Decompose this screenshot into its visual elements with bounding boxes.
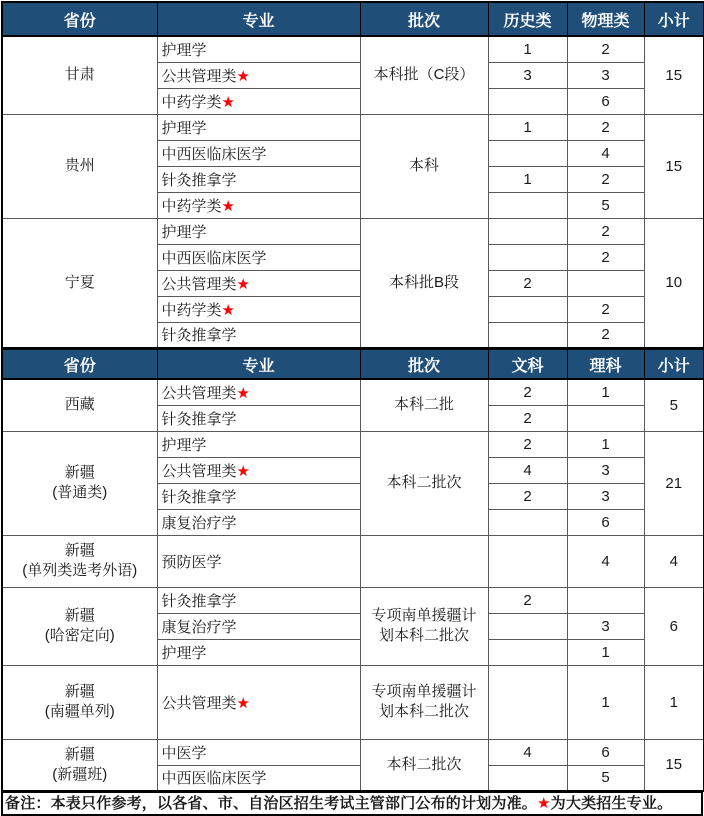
major-cell	[157, 765, 360, 791]
column-header: 专业	[157, 2, 360, 36]
province-name: 新疆	[64, 463, 95, 481]
star-icon: ★	[221, 93, 235, 111]
major-label: 护理学	[161, 223, 207, 241]
science-count-cell: 6	[567, 739, 644, 765]
major-label: 中西医临床医学	[161, 145, 267, 163]
column-header: 历史类	[488, 2, 567, 36]
major-label: 护理学	[161, 436, 207, 454]
province-cell	[2, 36, 157, 114]
major-label: 中药学类	[161, 301, 222, 319]
major-cell	[157, 322, 360, 348]
subtotal-cell: 1	[644, 665, 704, 739]
batch-cell: 本科	[360, 114, 488, 218]
column-header: 省份	[2, 2, 157, 36]
physics-count-cell: 2	[567, 36, 644, 62]
plan-table-section	[1, 348, 704, 792]
liberal-arts-count-cell	[488, 765, 567, 791]
major-label: 针灸推拿学	[161, 488, 237, 506]
province-name: 甘肃	[64, 66, 95, 84]
history-count-cell	[488, 322, 567, 348]
major-cell	[157, 431, 360, 457]
star-icon: ★	[236, 67, 250, 85]
science-count-cell: 3	[567, 457, 644, 483]
province-name: 西藏	[64, 396, 95, 414]
province-name: 贵州	[64, 156, 95, 174]
province-subtype: (哈密定向)	[44, 627, 115, 644]
major-cell	[157, 665, 360, 739]
major-cell	[157, 88, 360, 114]
subtotal-cell: 6	[644, 587, 704, 665]
footnote	[1, 791, 703, 816]
science-count-cell: 6	[567, 509, 644, 535]
province-cell	[2, 218, 157, 348]
column-header: 批次	[360, 2, 488, 36]
subtotal-cell: 4	[644, 535, 704, 587]
major-label: 中西医临床医学	[161, 249, 267, 267]
province-name: 新疆	[64, 682, 95, 700]
major-cell	[157, 62, 360, 88]
major-label: 护理学	[161, 644, 207, 662]
column-header: 小计	[644, 349, 704, 379]
admission-plan-table	[1, 1, 703, 792]
major-label: 公共管理类	[161, 384, 237, 402]
subtotal-cell: 10	[644, 218, 704, 348]
history-count-cell: 3	[488, 62, 567, 88]
history-count-cell: 1	[488, 114, 567, 140]
province-subtype: (新疆班)	[52, 765, 108, 783]
physics-count-cell: 6	[567, 88, 644, 114]
history-count-cell	[488, 296, 567, 322]
major-label: 中医学	[161, 744, 207, 762]
star-icon: ★	[537, 795, 551, 812]
plan-table-section	[1, 1, 704, 349]
major-label: 公共管理类	[161, 694, 237, 712]
major-label: 中西医临床医学	[161, 770, 267, 788]
liberal-arts-count-cell	[488, 613, 567, 639]
footnote-text: 备注：本表只作参考，以各省、市、自治区招生考试主管部门公布的计划为准。	[5, 795, 538, 812]
physics-count-cell: 5	[567, 192, 644, 218]
major-cell	[157, 457, 360, 483]
column-header: 小计	[644, 2, 704, 36]
science-count-cell: 4	[567, 535, 644, 587]
science-count-cell: 3	[567, 483, 644, 509]
major-cell	[157, 613, 360, 639]
major-label: 中药学类	[161, 93, 222, 111]
batch-cell: 本科批B段	[360, 218, 488, 348]
column-header: 物理类	[567, 2, 644, 36]
physics-count-cell: 3	[567, 62, 644, 88]
liberal-arts-count-cell: 2	[488, 431, 567, 457]
physics-count-cell: 4	[567, 140, 644, 166]
batch-cell: 本科二批	[360, 379, 488, 431]
major-cell	[157, 509, 360, 535]
major-label: 康复治疗学	[161, 618, 237, 636]
star-icon: ★	[221, 301, 235, 319]
star-icon: ★	[221, 197, 235, 215]
subtotal-cell: 21	[644, 431, 704, 535]
liberal-arts-count-cell	[488, 639, 567, 665]
major-cell	[157, 114, 360, 140]
history-count-cell: 2	[488, 270, 567, 296]
province-cell	[2, 665, 157, 739]
star-icon: ★	[236, 384, 250, 402]
physics-count-cell: 2	[567, 244, 644, 270]
major-label: 预防医学	[161, 553, 222, 571]
province-subtype: (单列类选考外语)	[22, 562, 138, 579]
major-cell	[157, 166, 360, 192]
science-count-cell: 3	[567, 613, 644, 639]
physics-count-cell	[567, 270, 644, 296]
star-icon: ★	[236, 462, 250, 480]
star-icon: ★	[236, 275, 250, 293]
history-count-cell	[488, 140, 567, 166]
major-cell	[157, 36, 360, 62]
physics-count-cell: 2	[567, 296, 644, 322]
major-cell	[157, 296, 360, 322]
history-count-cell	[488, 244, 567, 270]
science-count-cell	[567, 405, 644, 431]
province-name: 宁夏	[64, 273, 95, 291]
liberal-arts-count-cell: 2	[488, 587, 567, 613]
province-cell	[2, 379, 157, 431]
province-cell	[2, 114, 157, 218]
major-cell	[157, 244, 360, 270]
province-cell	[2, 431, 157, 535]
subtotal-cell: 15	[644, 114, 704, 218]
science-count-cell: 5	[567, 765, 644, 791]
major-label: 护理学	[161, 41, 207, 59]
province-cell	[2, 739, 157, 791]
major-label: 针灸推拿学	[161, 327, 237, 345]
major-label: 针灸推拿学	[161, 171, 237, 189]
batch-cell: 专项南单援疆计划本科二批次	[360, 665, 488, 739]
science-count-cell: 1	[567, 431, 644, 457]
science-count-cell	[567, 587, 644, 613]
major-cell	[157, 270, 360, 296]
major-cell	[157, 218, 360, 244]
batch-cell: 本科二批次	[360, 739, 488, 791]
liberal-arts-count-cell: 2	[488, 483, 567, 509]
major-cell	[157, 140, 360, 166]
physics-count-cell: 2	[567, 166, 644, 192]
liberal-arts-count-cell	[488, 665, 567, 739]
liberal-arts-count-cell: 4	[488, 457, 567, 483]
province-name: 新疆	[64, 745, 95, 763]
province-name: 新疆	[64, 541, 95, 559]
star-icon: ★	[236, 694, 250, 712]
province-name: 新疆	[64, 606, 95, 624]
major-cell	[157, 535, 360, 587]
major-cell	[157, 639, 360, 665]
liberal-arts-count-cell: 2	[488, 405, 567, 431]
major-label: 中药学类	[161, 197, 222, 215]
province-cell	[2, 587, 157, 665]
footnote-suffix: 为大类招生专业。	[550, 795, 673, 812]
liberal-arts-count-cell	[488, 509, 567, 535]
physics-count-cell: 2	[567, 218, 644, 244]
column-header: 省份	[2, 349, 157, 379]
major-cell	[157, 739, 360, 765]
science-count-cell: 1	[567, 379, 644, 405]
batch-cell	[360, 535, 488, 587]
science-count-cell: 1	[567, 665, 644, 739]
province-subtype: (普通类)	[52, 484, 108, 501]
history-count-cell: 1	[488, 36, 567, 62]
subtotal-cell: 15	[644, 739, 704, 791]
province-subtype: (南疆单列)	[44, 703, 115, 720]
history-count-cell	[488, 218, 567, 244]
liberal-arts-count-cell: 4	[488, 739, 567, 765]
major-cell	[157, 587, 360, 613]
major-label: 公共管理类	[161, 462, 237, 480]
batch-cell: 专项南单援疆计划本科二批次	[360, 587, 488, 665]
major-label: 康复治疗学	[161, 514, 237, 532]
province-cell	[2, 535, 157, 587]
major-cell	[157, 405, 360, 431]
liberal-arts-count-cell: 2	[488, 379, 567, 405]
major-label: 公共管理类	[161, 275, 237, 293]
major-label: 公共管理类	[161, 67, 237, 85]
column-header: 理科	[567, 349, 644, 379]
column-header: 专业	[157, 349, 360, 379]
subtotal-cell: 5	[644, 379, 704, 431]
column-header: 批次	[360, 349, 488, 379]
major-label: 针灸推拿学	[161, 592, 237, 610]
column-header: 文科	[488, 349, 567, 379]
major-label: 针灸推拿学	[161, 410, 237, 428]
batch-cell: 本科二批次	[360, 431, 488, 535]
liberal-arts-count-cell	[488, 535, 567, 587]
batch-cell: 本科批（C段）	[360, 36, 488, 114]
history-count-cell	[488, 192, 567, 218]
history-count-cell	[488, 88, 567, 114]
history-count-cell: 1	[488, 166, 567, 192]
major-label: 护理学	[161, 119, 207, 137]
major-cell	[157, 192, 360, 218]
major-cell	[157, 379, 360, 405]
science-count-cell: 1	[567, 639, 644, 665]
physics-count-cell: 2	[567, 322, 644, 348]
subtotal-cell: 15	[644, 36, 704, 114]
major-cell	[157, 483, 360, 509]
physics-count-cell: 2	[567, 114, 644, 140]
